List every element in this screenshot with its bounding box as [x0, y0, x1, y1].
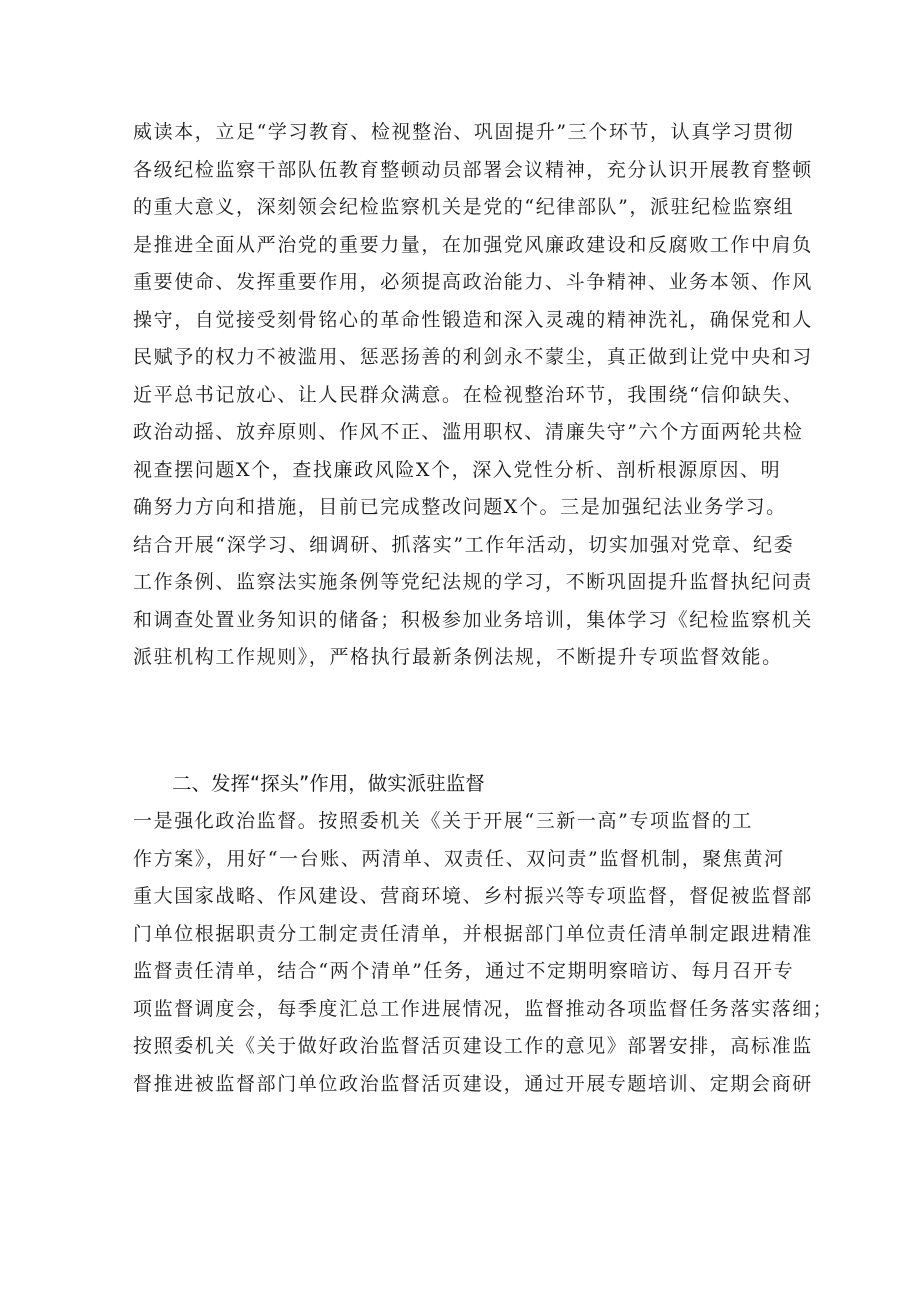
text-line: 作方案》，用好“一台账、两清单、双责任、双问责”监督机制，聚焦黄河 — [133, 847, 785, 870]
text-line: 结合开展“深学习、细调研、抓落实”工作年活动，切实加强对党章、纪委 — [133, 533, 795, 556]
text-line: 重大国家战略、作风建设、营商环境、乡村振兴等专项监督，督促被监督部 — [133, 885, 813, 907]
text-line: 是推进全面从严治党的重要力量，在加强党风廉政建设和反腐败工作中肩负 — [133, 233, 813, 256]
text-line: 各级纪检监察干部队伍教育整顿动员部署会议精神，充分认识开展教育整顿 — [133, 158, 813, 181]
text-line: 民赋予的权力不被滥用、惩恶扬善的利剑永不蒙尘，真正做到让党中央和习 — [133, 346, 813, 368]
body-paragraph-1 — [133, 114, 813, 677]
text-line: 按照委机关《关于做好政治监督活页建设工作的意见》部署安排，高标准监 — [133, 1035, 813, 1057]
text-line: 威读本，立足“学习教育、检视整治、巩固提升”三个环节，认真学习贯彻 — [133, 121, 795, 143]
section-heading: 二、发挥“探头”作用，做实派驻监督 — [172, 772, 485, 795]
text-line: 和调查处置业务知识的储备；积极参加业务培训，集体学习《纪检监察机关 — [133, 608, 813, 631]
text-line: 督推进被监督部门单位政治监督活页建设，通过开展专题培训、定期会商研 — [133, 1072, 813, 1095]
text-line: 操守，自觉接受刻骨铭心的革命性锻造和深入灵魂的精神洗礼，确保党和人 — [133, 308, 813, 331]
text-line: 工作条例、监察法实施条例等党纪法规的学习，不断巩固提升监督执纪问责 — [133, 571, 813, 593]
text-line: 项监督调度会，每季度汇总工作进展情况，监督推动各项监督任务落实落细； — [133, 997, 834, 1020]
text-line: 一是强化政治监督。按照委机关《关于开展“三新一高”专项监督的工 — [133, 810, 754, 832]
text-line: 视查摆问题X个，查找廉政风险X个，深入党性分析、剖析根源原因、明 — [133, 458, 782, 481]
text-line: 确努力方向和措施，目前已完成整改问题X个。三是加强纪法业务学习。 — [133, 496, 787, 518]
text-line: 的重大意义，深刻领会纪检监察机关是党的“纪律部队”，派驻纪检监察组 — [133, 196, 795, 218]
body-paragraph-2 — [133, 803, 834, 1103]
text-line: 近平总书记放心、让人民群众满意。在检视整治环节，我围绕“信仰缺失、 — [133, 383, 804, 406]
text-line: 政治动摇、放弃原则、作风不正、滥用职权、清廉失守”六个方面两轮共检 — [133, 421, 804, 443]
text-line: 派驻机构工作规则》，严格执行最新条例法规，不断提升专项监督效能。 — [133, 646, 783, 668]
text-line: 重要使命、发挥重要作用，必须提高政治能力、斗争精神、业务本领、作风 — [133, 271, 813, 293]
text-line: 门单位根据职责分工制定责任清单，并根据部门单位责任清单制定跟进精准 — [133, 922, 813, 945]
text-line: 监督责任清单，结合“两个清单”任务，通过不定期明察暗访、每月召开专 — [133, 960, 795, 982]
